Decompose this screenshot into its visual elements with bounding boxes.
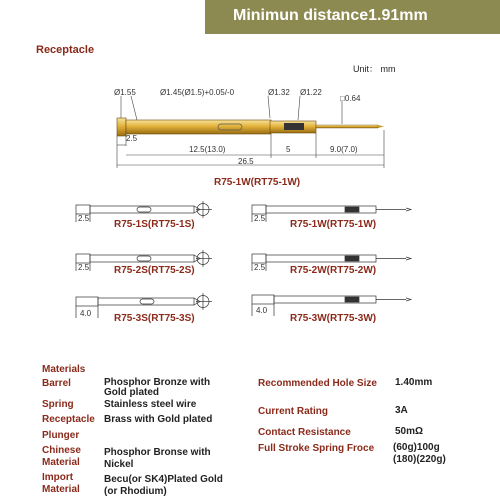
- dim-total-length: 26.5: [238, 157, 254, 166]
- materials-val-receptacle: Brass with Gold plated: [104, 414, 213, 425]
- materials-key-chinese: Chinese: [42, 445, 81, 456]
- materials-val-spring: Stainless steel wire: [104, 399, 197, 410]
- probe-head: [117, 118, 126, 136]
- spec-key-hole-size: Recommended Hole Size: [258, 378, 377, 389]
- dim-head-diameter: Ø1.55: [114, 88, 136, 97]
- materials-key-import-material: Material: [42, 484, 80, 495]
- materials-val-import-2: (or Rhodium): [104, 486, 167, 497]
- section-title: Receptacle: [36, 44, 95, 56]
- dim-plunger-length: 9.0(7.0): [330, 145, 358, 154]
- materials-key-import: Import: [42, 472, 74, 483]
- dim-tube-length: 5: [286, 145, 291, 154]
- main-probe: [117, 118, 384, 136]
- materials-key-chinese-material: Material: [42, 457, 80, 468]
- variant-3s-dim: 4.0: [80, 309, 92, 318]
- variant-1w-dim: 2.5: [254, 214, 266, 223]
- spec-val-spring-force-2: (180)(220g): [393, 454, 446, 465]
- spec-key-spring-force: Full Stroke Spring Froce: [258, 443, 375, 454]
- variant-3s-label: R75-3S(RT75-3S): [114, 313, 195, 324]
- materials-key-barrel: Barrel: [42, 378, 71, 389]
- variant-2w-label: R75-2W(RT75-2W): [290, 265, 377, 276]
- materials-val-chinese: Phosphor Bronse with: [104, 447, 211, 458]
- dim-head-length: 2.5: [126, 134, 138, 143]
- plunger: [316, 125, 378, 128]
- variant-2s-label: R75-2S(RT75-2S): [114, 265, 195, 276]
- variant-1s-label: R75-1S(RT75-1S): [114, 219, 195, 230]
- dim-tip-square: □0.64: [340, 94, 361, 103]
- unit-label: Unit： mm: [353, 64, 396, 74]
- materials-val-barrel-2: Gold plated: [104, 387, 159, 398]
- dim-plunger-diameter: Ø1.22: [300, 88, 322, 97]
- main-diagram-caption: R75-1W(RT75-1W): [214, 177, 301, 188]
- dim-tube-diameter: Ø1.32: [268, 88, 290, 97]
- plunger-tip: [378, 125, 384, 128]
- spec-val-resistance: 50mΩ: [395, 426, 424, 437]
- variant-3w-label: R75-3W(RT75-3W): [290, 313, 377, 324]
- variant-1s-dim: 2.5: [78, 214, 90, 223]
- spec-key-resistance: Contact Resistance: [258, 427, 351, 438]
- variant-2w-dim: 2.5: [254, 263, 266, 272]
- materials-title: Materials: [42, 364, 86, 375]
- spec-key-current: Current Rating: [258, 406, 328, 417]
- spec-val-hole-size: 1.40mm: [395, 377, 433, 388]
- dim-barrel-diameter: Ø1.45(Ø1.5)+0.05/-0: [160, 88, 235, 97]
- materials-val-import: Becu(or SK4)Plated Gold: [104, 474, 223, 485]
- variant-2s-dim: 2.5: [78, 263, 90, 272]
- probe-barrel: [126, 120, 271, 134]
- spec-val-current: 3A: [395, 405, 408, 416]
- materials-key-receptacle: Receptacle: [42, 414, 95, 425]
- spec-val-spring-force: (60g)100g: [393, 442, 440, 453]
- variant-3w-dim: 4.0: [256, 306, 268, 315]
- page-title: Minimun distance1.91mm: [233, 7, 428, 24]
- dim-barrel-length: 12.5(13.0): [189, 145, 226, 154]
- materials-key-spring: Spring: [42, 399, 74, 410]
- materials-val-barrel: Phosphor Bronze with: [104, 377, 211, 388]
- slot-mark: [284, 123, 304, 130]
- materials-key-plunger: Plunger: [42, 430, 80, 441]
- materials-val-chinese-2: Nickel: [104, 459, 134, 470]
- variant-1w-label: R75-1W(RT75-1W): [290, 219, 377, 230]
